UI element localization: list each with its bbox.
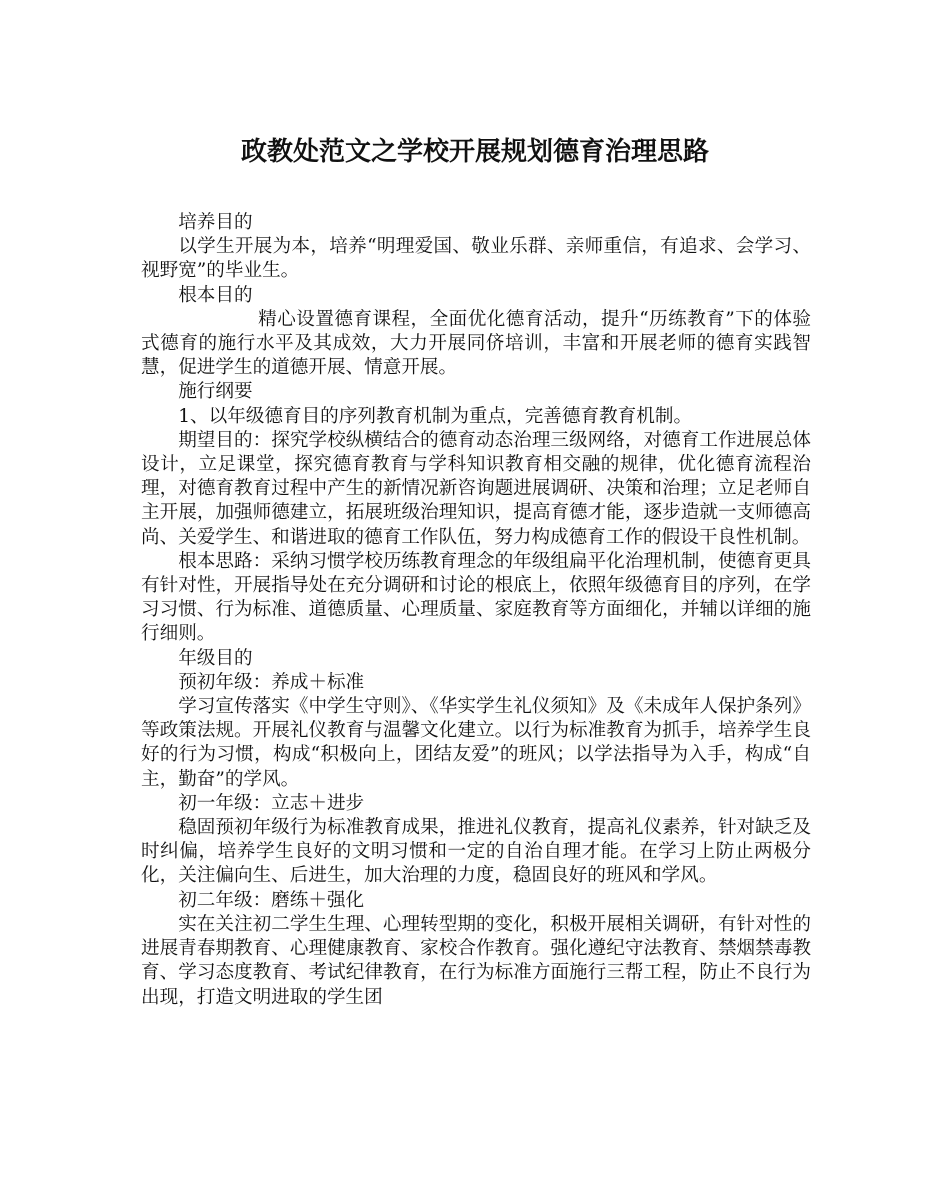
document-body [141,211,811,1010]
paragraph-pre-junior-grade: 学习宣传落实《中学生守则》、《华实学生礼仪须知》及《未成年人保护条列》等政策法规。开展礼仪教育与温馨文化建立。以行为标准教育为抓手，培养学生良好的行为习惯，构成“积极向上，团结友爱”的班风；以学法指导为入手，构成“自主，勤奋”的学风。 [141,696,811,790]
heading-implementation-outline: 施行纲要 [178,381,253,403]
paragraph-fundamental-goal: 精心设置德育课程，全面优化德育活动，提升“历练教育”下的体验式德育的施行水平及其成效，大力开展同侪培训，丰富和开展老师的德育实践智慧，促进学生的道德开展、情意开展。 [141,308,811,379]
paragraph-grade-two: 实在关注初二学生生理、心理转型期的变化，积极开展相关调研，有针对性的进展青春期教育、心理健康教育、家校合作教育。强化遵纪守法教育、禁烟禁毒教育、学习态度教育、考试纪律教育，在行为标准方面施行三帮工程，防止不良行为出现，打造文明进取的学生团 [141,913,811,1008]
paragraph-item-1: 1、以年级德育目的序列教育机制为重点，完善德育教育机制。 [178,405,693,427]
heading-fundamental-goal: 根本目的 [178,284,253,306]
paragraph-training-goal: 以学生开展为本，培养“明理爱国、敬业乐群、亲师重信，有追求、会学习、视野宽”的毕业生。 [141,236,811,282]
heading-grade-goals: 年级目的 [178,647,253,669]
paragraph-expected-goal: 期望目的：探究学校纵横结合的德育动态治理三级网络，对德育工作进展总体设计，立足课堂，探究德育教育与学科知识教育相交融的规律，优化德育流程治理，对德育教育过程中产生的新情况新咨询题进展调研、决策和治理；立足老师自主开展，加强师德建立，拓展班级治理知识，提高育德才能，逐步造就一支师德高尚、关爱学生、和谐进取的德育工作队伍，努力构成德育工作的假设干良性机制。 [141,429,811,548]
paragraph-basic-approach: 根本思路：采纳习惯学校历练教育理念的年级组扁平化治理机制，使德育更具有针对性，开展指导处在充分调研和讨论的根底上，依照年级德育目的序列，在学习习惯、行为标准、道德质量、心理质量、家庭教育等方面细化，并辅以详细的施行细则。 [141,550,811,645]
document-title: 政教处范文之学校开展规划德育治理思路 [240,137,709,167]
paragraph-grade-one: 稳固预初年级行为标准教育成果，推进礼仪教育，提高礼仪素养，针对缺乏及时纠偏，培养学生良好的文明习惯和一定的自治自理才能。在学习上防止两极分化，关注偏向生、后进生，加大治理的力度，稳固良好的班风和学风。 [141,817,811,887]
heading-training-goal: 培养目的 [178,212,253,233]
heading-pre-junior-grade: 预初年级：养成＋标准 [178,671,365,693]
heading-grade-two: 初二年级：磨练＋强化 [178,889,365,911]
heading-grade-one: 初一年级：立志＋进步 [178,792,365,814]
